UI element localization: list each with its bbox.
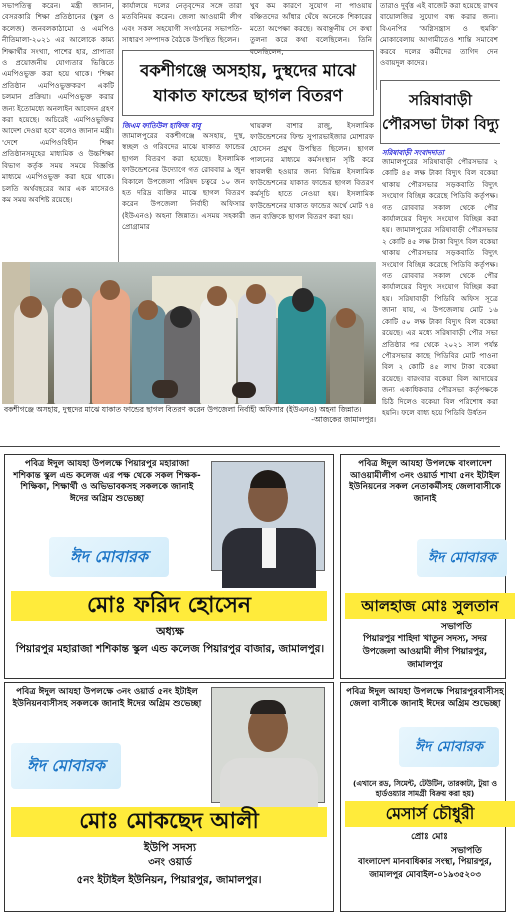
ad-top-text: পবিত্র ঈদুল আযহা উপলক্ষে পিয়ারপুর মহারাজা শশিকান্ত স্কুল এন্ড কলেজ এর পক্ষ থেকে সকল শিক্ষক-শিক্ষিকা, শিক্ষার্থী ও অভিভাবকসহ সকলকে জানাই ঈদের অগ্রিম শুভেচ্ছা	[11, 459, 203, 505]
news-photo	[2, 262, 376, 404]
story-right-top: তারাও দুর্বৃত্ত এই বাজেট করা হয়েছে রাখব বায়োলজির সুযোগ বন্ধ করার জন্য। বিএনপির 'অগ্নিসন্ত্রাস ও হুমকি' মোকাবেলায় আগামীতেও শান্তি সমাবেশ করবে দলের কর্মীদের তাগিদ দেন ওবায়দুল কাদের।	[380, 1, 498, 68]
ad-title: অধ্যক্ষ	[156, 625, 184, 638]
eid-mubarak-badge: ঈদ মোবারক	[49, 537, 169, 577]
ad-title2: সভাপতি	[451, 846, 482, 856]
story-left-top: সভাপতিত্ব করেন। মন্ত্রী জানান, বেসরকারি শিক্ষা প্রতিষ্ঠানের (স্কুল ও কলেজ) জনবলকাঠামো ও এমপিও নীতিমালা-২০২১ এর আলোকে কাম্য শিক্ষার্থীর সংখ্যা, পাশের হার, প্রাপ্যতা ও প্রয়োজনীয় যোগ্যতার ভিত্তিতে এমপিওভুক্ত করা হয়ে থাকে। 'শিক্ষা প্রতিষ্ঠান এমপিওভুক্তকরণ একটি চলমান প্রক্রিয়া। এমপিওভুক্ত করার জন্য ইতোমধ্যে অনলাইন আবেদন গ্রহণ করা হয়েছে। অচিরেই এমপিওভুক্তির আদেশ দেওয়া হবে' বলেও জানান মন্ত্রী। 'দেশে এমপিওবিহীন শিক্ষা প্রতিষ্ঠানসমূহের মাধ্যমিক ও উচ্চশিক্ষা বিভাগ কর্তৃক সময় সময়ে বিজ্ঞপ্তি মাধ্যমে এমপিওভুক্ত করা হয়ে থাকে। চলতি অর্থবছরের আর এক মাসেরও কম সময় অবশিষ্ট রয়েছে।	[2, 1, 114, 204]
person-figure	[278, 296, 326, 404]
ad-footer: পিয়ারপুর শাহিদা খাতুন সদস্য, সদর উপজেলা আওয়ামী লীগ পিয়ারপুর, জামালপুর	[362, 634, 488, 670]
ad-footer: বাংলাদেশ মানবাধিকার সংস্থা, পিয়ারপুর, জামালপুর মোবাইল-০১৯৩৫২০৩	[358, 856, 492, 879]
ad-name: মোঃ মোকছেদ আলী	[11, 807, 327, 837]
ad-footer: ৫নং ইটাইল ইউনিয়ন, পিয়ারপুর, জামালপুর।	[76, 874, 262, 886]
ad-name: মেসার্স চৌধুরী	[345, 801, 515, 827]
caption-text: বকশীগঞ্জে অসহায়, দুস্থদের মাঝে যাকাত ফান্ডের ছাগল বিতরণ করেন উপজেলা নির্বাহী অফিসার (ইউএনও) অহনা জিন্নাত।	[4, 405, 362, 414]
ad-top-text: পবিত্র ঈদুল আযহা উপলক্ষে বাংলাদেশ আওয়ামীলীগ ৩নং ওয়ার্ড শাখা ৫নং ইটাইল ইউনিয়নের সকল নেতাকর্মীসহ জেলাবাসীকে জানাই	[345, 459, 505, 505]
right-headline	[380, 80, 500, 144]
right-byline: সরিষাবাড়ী সংবাদদাতা	[382, 149, 444, 157]
eid-mubarak-badge: ঈদ মোবারক	[11, 743, 121, 789]
portrait-photo	[211, 461, 325, 571]
ad-footer: পিয়ারপুর মহারাজা শশিকান্ত স্কুল এন্ড কলেজ পিয়ারপুর বাজার, জামালপুর।	[15, 643, 325, 655]
person-figure	[200, 296, 236, 404]
ad-top-text: পবিত্র ঈদুল আযহা উপলক্ষে পিয়ারপুরবাসীসহ জেলা বাসীকে জানাই ঈদের অগ্রিম শুভেচ্ছা	[346, 687, 504, 709]
ad-title: সভাপতি	[441, 622, 472, 632]
main-headline	[122, 50, 374, 116]
eid-mubarak-badge: ঈদ মোবারক	[399, 727, 499, 767]
person-figure	[92, 288, 130, 404]
right-story: জামালপুরের সরিষাবাড়ী পৌরসভার ২ কোটি ৪৫ লক্ষ টাকা বিদ্যুৎ বিল বকেয়া থাকায় পৌরসভার সড়কবাতি বিদ্যুৎ সংযোগ বিচ্ছিন্ন করেছে পিডিবি কর্তৃপক্ষ। গত রোববার সকাল থেকে পৌর কার্যালয়ের বিদ্যুৎ সংযোগ বিচ্ছিন্ন করা হয়। জামালপুরের সরিষাবাড়ী পৌরসভার ২ কোটি ৪৫ লক্ষ টাকা বিদ্যুৎ বিল বকেয়া থাকায় পৌরসভার সড়কবাতি বিদ্যুৎ সংযোগ বিচ্ছিন্ন করেছে পিডিবি কর্তৃপক্ষ। গত রোববার সকাল থেকে পৌর কার্যালয়ের বিদ্যুৎ সংযোগ বিচ্ছিন্ন করা হয়। সরিষাবাড়ী পিডিবি অফিস সূত্রে জানা যায়, এ উপজেলায় মোট ১৬ কোটি ৫০ লক্ষ টাকা বিদ্যুৎ বিল বকেয়া রয়েছে। এর মধ্যে সরিষাবাড়ী পৌর সভা প্রতিষ্ঠার পর থেকে ২০২১ সাল পর্যন্ত পৌরসভার কাছে পিডিবির মোট পাওনা বিল ২ কোটি ৪৫ লাখ টাকা বকেয়া রয়েছে। বারংবার বকেয়া বিল আদায়ের জন্য একাধিকবার পৌরসভা কর্তৃপক্ষকে চিঠি দিলেও বকেয়া বিল পরিশোধ করা হয়নি। ফলে বাধ্য হয়ে পিডিবি উর্ধতন	[382, 157, 498, 417]
ad-note: (এখানে রড, সিমেন্ট, টেউটিন, তারকাটা, টুয়া ও হার্ডওয়্যার সামগ্রী বিক্রয় করা হয়)	[353, 779, 497, 798]
photo-credit: -আজকের জামালপুর।	[311, 415, 376, 425]
story-main-col1: জামালপুরের বকশীগঞ্জে অসহায়, দুস্থ, স্বচ্ছল ও গরিবদের মাঝে যাকাত ফান্ডের ছাগল বিতরণ করা হয়েছে। ইসলামিক ফাউন্ডেশনের উদ্যোগে গত রোববার ৯ জুন বিকালে উপজেলা পরিষদ চত্বরে ১০ জন হত দরিদ্র ব্যক্তির মাঝে ছাগল বিতরণ করেন উপজেলা নির্বাহী অফিসার (ইউএনও) অহনা জিন্নাত। এসময় সহকারী প্রোগ্রামার	[122, 131, 245, 232]
ad-title: ইউপি সদস্য	[143, 841, 197, 854]
story-center-top: কার্যালয়ে দলের নেতৃবৃন্দের সঙ্গে তারা মতবিনিময় করেন। জেলা আওয়ামী লীগ এবং সকল সহযোগী সংগঠনের সভাপতি-সাধারণ সম্পাদক বৈঠকে উপস্থিত ছিলেন।	[122, 1, 242, 45]
ad-name: আলহাজ মোঃ সুলতান	[345, 593, 515, 619]
goat	[152, 380, 178, 398]
ad-top-text: পবিত্র ঈদুল আযহা উপলক্ষে ৩নং ওয়ার্ড ৫নং ইটাইল ইউনিয়নবাসীসহ সকলকে জানাই ঈদের অগ্রিম শুভেচ্ছা	[12, 687, 202, 709]
ad-name: মোঃ ফরিদ হোসেন	[11, 591, 327, 621]
eid-mubarak-badge: ঈদ মোবারক	[417, 539, 507, 577]
byline: জিএম ফাতিউল হাফিজ বাবু	[122, 122, 201, 130]
portrait-photo	[211, 687, 325, 803]
ad-merchant	[340, 682, 506, 912]
story-center-top-right: খুব কম কারণে সুযোগ না পাওয়ায় বঞ্চিতদের আঁধার ঘেঁষে অনেকে শিকারের মতো অপেক্ষা করছে। অবাঞ্ছনীয় সে কথা তুলনা করে কথা বলেছিলেন। তিনি বলেছিলেন,	[250, 1, 372, 56]
photo-caption	[4, 405, 376, 437]
headline-text: বকশীগঞ্জে অসহায়, দুস্থদের মাঝে যাকাত ফান্ডের ছাগল বিতরণ	[140, 61, 356, 105]
goat	[232, 382, 256, 398]
ad-title: প্রোঃ মোঃ	[411, 832, 448, 842]
ad-president	[340, 454, 506, 679]
ad-title2: ৩নং ওয়ার্ড	[148, 857, 192, 868]
story-main-col2: খায়রুল বাশার রাজু, ইসলামিক ফাউন্ডেশনের ফিল্ড সুপারভাইজার মোশারফ হোসেন প্রমুখ উপস্থিত ছিলেন। ছাগল পালনের মাধ্যমে কর্মসংস্থান সৃষ্টি করে স্বাবলম্বী হওয়ার জন্য বিভিন্ন ইসলামিক ফাউন্ডেশনের যাকাত ফান্ডের ছাগল বিতরণ কর্মসূচি হাতে নেওয়া হয়। ইসলামিক ফাউন্ডেশনের যাকাত ফান্ডের অর্থে মোট ৭৪ জন ব্যক্তিকে ছাগল বিতরণ করা হয়।	[250, 121, 374, 222]
ad-principal	[4, 454, 334, 679]
ad-member	[4, 682, 334, 912]
right-headline-text: সরিষাবাড়ী পৌরসভা টাকা বিদ্যু	[382, 91, 499, 133]
person-figure	[54, 296, 90, 404]
